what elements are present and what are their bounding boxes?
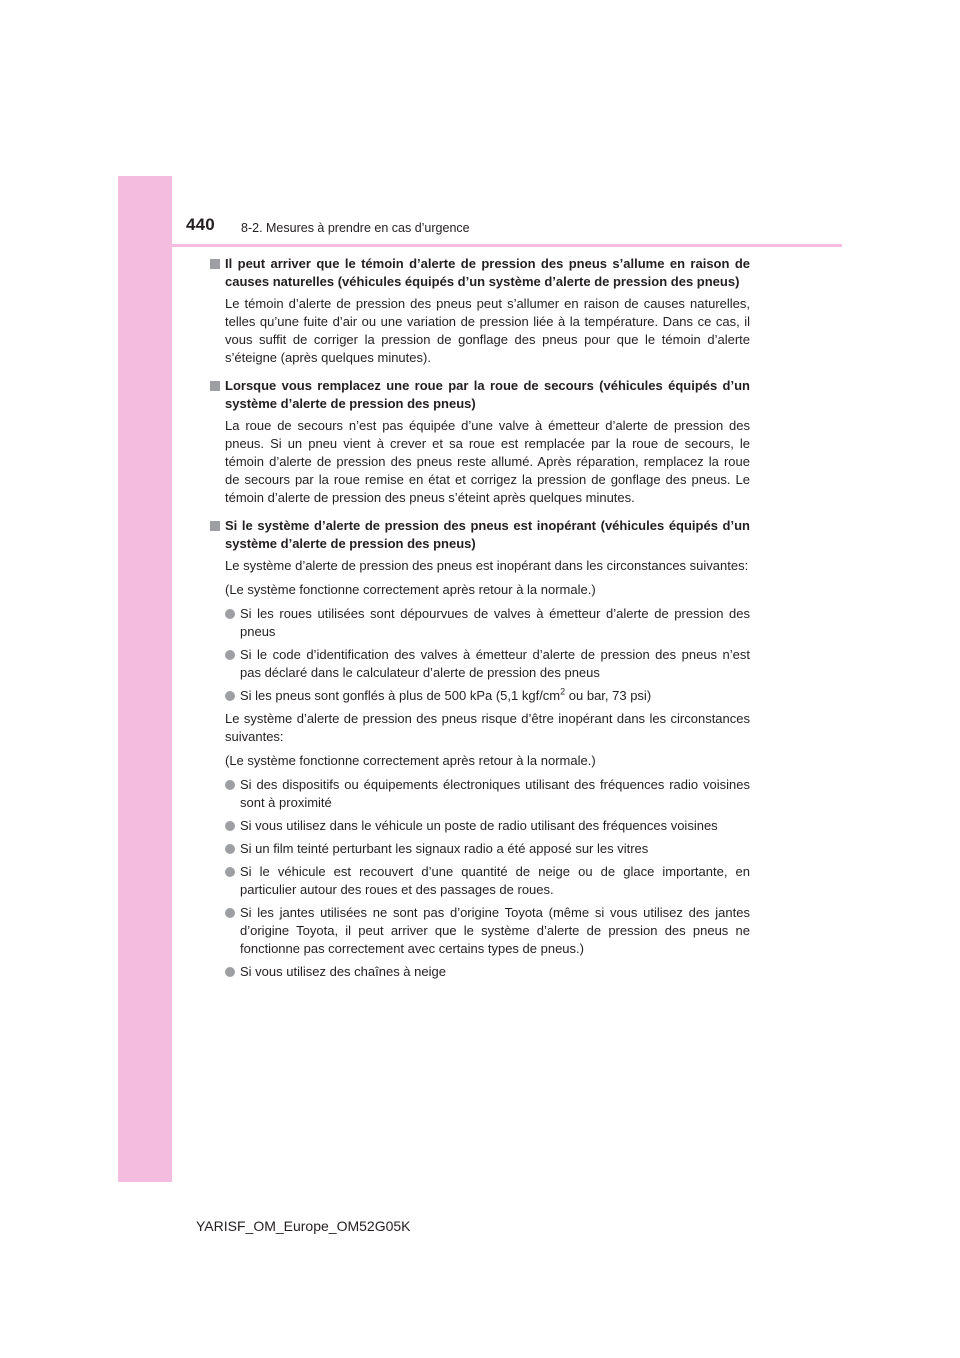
footer-doc-id: YARISF_OM_Europe_OM52G05K <box>196 1218 411 1234</box>
paragraph: Le système d’alerte de pression des pneus est inopérant dans les circonstances suivantes: <box>225 558 749 573</box>
section-heading <box>210 517 750 553</box>
round-bullet-icon <box>225 908 235 918</box>
paragraph-note: (Le système fonctionne correctement après retour à la normale.) <box>225 753 596 768</box>
side-tab-band <box>118 176 172 1182</box>
heading-text: Lorsque vous remplacez une roue par la roue de secours (véhicules équipés d’un système d’alerte de pression des pneus) <box>225 378 750 411</box>
round-bullet-icon <box>225 609 235 619</box>
round-bullet-icon <box>225 691 235 701</box>
paragraph-note: (Le système fonctionne correctement après retour à la normale.) <box>225 582 596 597</box>
round-bullet-icon <box>225 967 235 977</box>
section-heading <box>210 377 750 413</box>
list-item-text: Si les roues utilisées sont dépourvues de valves à émetteur d’alerte de pression des pneus <box>240 606 750 639</box>
square-bullet-icon <box>210 381 220 391</box>
round-bullet-icon <box>225 650 235 660</box>
list-item <box>210 840 750 858</box>
list-item-text: Si des dispositifs ou équipements électroniques utilisant des fréquences radio voisines sont à proximité <box>240 777 750 810</box>
list-item-text: Si le véhicule est recouvert d’une quantité de neige ou de glace importante, en particulier autour des roues et des passages de roues. <box>240 864 750 897</box>
list-item <box>210 687 750 705</box>
list-item <box>210 963 750 981</box>
paragraph: La roue de secours n’est pas équipée d’une valve à émetteur d’alerte de pression des pneus. Si un pneu vient à crever et sa roue est remplacée par la roue de secours, le témoin d’alerte de pression des pneus reste allumé. Après réparation, remplacez la roue de secours par la roue remise en état et corrigez la pression de gonflage des pneus. Le témoin d’alerte de pression des pneus s’éteint après quelques minutes. <box>225 418 750 505</box>
list-item <box>210 776 750 812</box>
list-item <box>210 817 750 835</box>
list-item <box>210 904 750 958</box>
round-bullet-icon <box>225 867 235 877</box>
paragraph: Le témoin d’alerte de pression des pneus peut s’allumer en raison de causes naturelles, telles qu’une fuite d’air ou une variation de pression liée à la température. Dans ce cas, il vous suffit de corriger la pression de gonflage des pneus pour que le témoin d’alerte s’éteigne (après quelques minutes). <box>225 296 750 365</box>
list-item <box>210 863 750 899</box>
heading-text: Si le système d’alerte de pression des pneus est inopérant (véhicules équipés d’un système d’alerte de pression des pneus) <box>225 518 750 551</box>
header-rule <box>172 244 842 247</box>
section-title: 8-2. Mesures à prendre en cas d’urgence <box>241 221 470 235</box>
list-item <box>210 605 750 641</box>
page-number: 440 <box>186 215 215 234</box>
list-item-text: Si le code d’identification des valves à émetteur d’alerte de pression des pneus n’est pas déclaré dans le calculateur d’alerte de pression des pneus <box>240 647 750 680</box>
list-item-text: Si vous utilisez des chaînes à neige <box>240 964 446 979</box>
superscript: 2 <box>560 686 566 697</box>
list-item-text-before: Si les pneus sont gonflés à plus de 500 kPa (5,1 kgf/cm <box>240 688 561 703</box>
list-item-text: Si un film teinté perturbant les signaux radio a été apposé sur les vitres <box>240 841 649 856</box>
list-item-text: Si vous utilisez dans le véhicule un poste de radio utilisant des fréquences voisines <box>240 818 718 833</box>
list-item-text: Si les jantes utilisées ne sont pas d’origine Toyota (même si vous utilisez des jantes d’origine Toyota, il peut arriver que le système d’alerte de pression des pneus ne fonctionne pas correctement avec certains types de pneus.) <box>240 905 750 956</box>
square-bullet-icon <box>210 259 220 269</box>
square-bullet-icon <box>210 521 220 531</box>
round-bullet-icon <box>225 844 235 854</box>
heading-text: Il peut arriver que le témoin d’alerte de pression des pneus s’allume en raison de causes naturelles (véhicules équipés d’un système d’alerte de pression des pneus) <box>225 256 750 289</box>
list-item <box>210 646 750 682</box>
round-bullet-icon <box>225 821 235 831</box>
round-bullet-icon <box>225 780 235 790</box>
page-content <box>210 255 750 986</box>
list-item-text-after: ou bar, 73 psi) <box>565 688 652 703</box>
paragraph: Le système d’alerte de pression des pneus risque d’être inopérant dans les circonstances suivantes: <box>225 711 750 744</box>
section-heading <box>210 255 750 291</box>
